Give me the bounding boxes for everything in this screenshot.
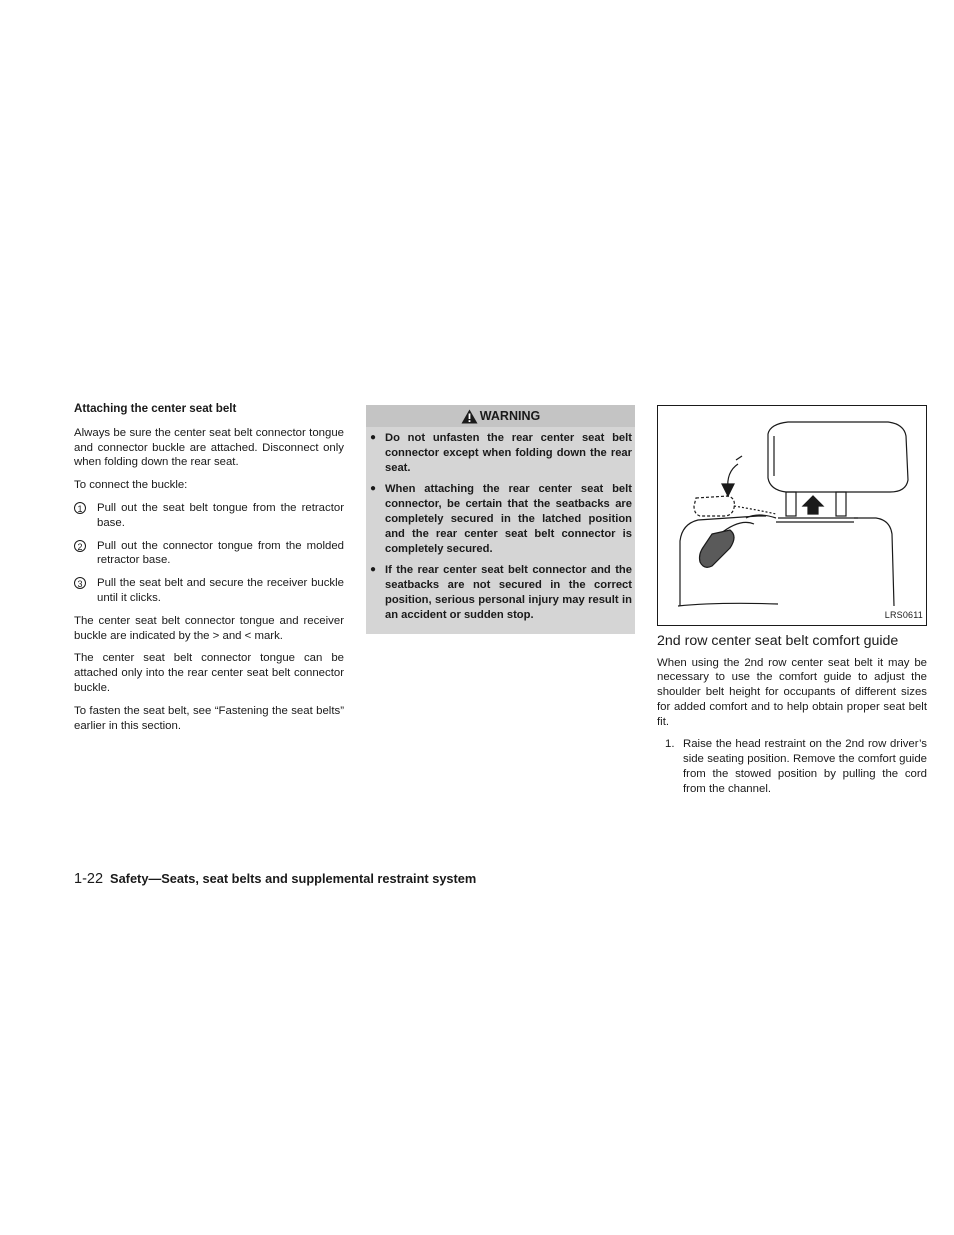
head-restraint-drawing bbox=[658, 406, 926, 625]
warning-triangle-icon bbox=[461, 409, 478, 424]
warning-item bbox=[368, 431, 632, 475]
bullet-dot-icon: ● bbox=[370, 483, 377, 495]
warning-item bbox=[368, 563, 632, 622]
circled-number-icon: 1 bbox=[74, 502, 86, 514]
warning-text: When attaching the rear center seat belt connector, be certain that the seatbacks are completely secured in the latched position and the rear center seat belt connector is completely secured. bbox=[385, 483, 632, 555]
middle-column bbox=[366, 405, 635, 634]
list-text: Raise the head restraint on the 2nd row driver’s side seating position. Remove the comfort guide from the stowed position by pulling the cord from the channel. bbox=[683, 738, 927, 795]
figure-code: LRS0611 bbox=[884, 610, 923, 621]
numbered-item bbox=[665, 737, 927, 796]
bullet-dot-icon: ● bbox=[370, 564, 377, 576]
marks-paragraph: The center seat belt connector tongue and receiver buckle are indicated by the > and < mark. bbox=[74, 614, 344, 642]
circled-number-icon: 2 bbox=[74, 540, 86, 552]
fasten-paragraph: To fasten the seat belt, see “Fastening the seat belts” earlier in this section. bbox=[74, 704, 344, 732]
subsection-heading: 2nd row center seat belt comfort guide bbox=[657, 633, 899, 649]
warning-text: Do not unfasten the rear center seat belt connector except when folding down the rear seat. bbox=[385, 432, 632, 474]
right-column bbox=[657, 405, 927, 805]
warning-text: If the rear center seat belt connector and the seatbacks are not secured in the correct position, serious personal injury may result in an accident or sudden stop. bbox=[385, 564, 632, 621]
warning-box bbox=[366, 405, 635, 634]
warning-title-bar bbox=[366, 405, 635, 427]
page-number: 1-22 bbox=[74, 871, 104, 887]
comfort-guide-paragraph: When using the 2nd row center seat belt it may be necessary to use the comfort guide to adjust the shoulder belt height for occupants of different sizes for added comfort and to help obtain proper seat belt fit. bbox=[657, 656, 927, 728]
seat-illustration bbox=[657, 405, 927, 626]
left-column bbox=[74, 402, 344, 741]
step-text: Pull out the connector tongue from the molded retractor base. bbox=[97, 539, 344, 567]
footer-title: Safety—Seats, seat belts and supplemental restraint system bbox=[110, 871, 477, 886]
circled-number-icon: 3 bbox=[74, 577, 86, 589]
step-text: Pull the seat belt and secure the receiver buckle until it clicks. bbox=[97, 577, 344, 604]
list-number: 1. bbox=[665, 738, 675, 751]
step-item bbox=[74, 501, 344, 531]
step-text: Pull out the seat belt tongue from the retractor base. bbox=[97, 501, 344, 529]
bullet-dot-icon: ● bbox=[370, 432, 377, 443]
connect-label: To connect the buckle: bbox=[74, 479, 188, 492]
warning-item bbox=[368, 482, 632, 556]
attach-paragraph: The center seat belt connector tongue can be attached only into the rear center seat belt connector buckle. bbox=[74, 652, 344, 694]
section-heading: Attaching the center seat belt bbox=[74, 402, 237, 415]
step-item bbox=[74, 539, 344, 569]
step-item bbox=[74, 576, 344, 606]
intro-paragraph: Always be sure the center seat belt connector tongue and connector buckle are attached. Disconnect only when folding down the rear seat. bbox=[74, 426, 344, 469]
warning-title: WARNING bbox=[479, 409, 541, 423]
page-footer bbox=[74, 871, 476, 887]
